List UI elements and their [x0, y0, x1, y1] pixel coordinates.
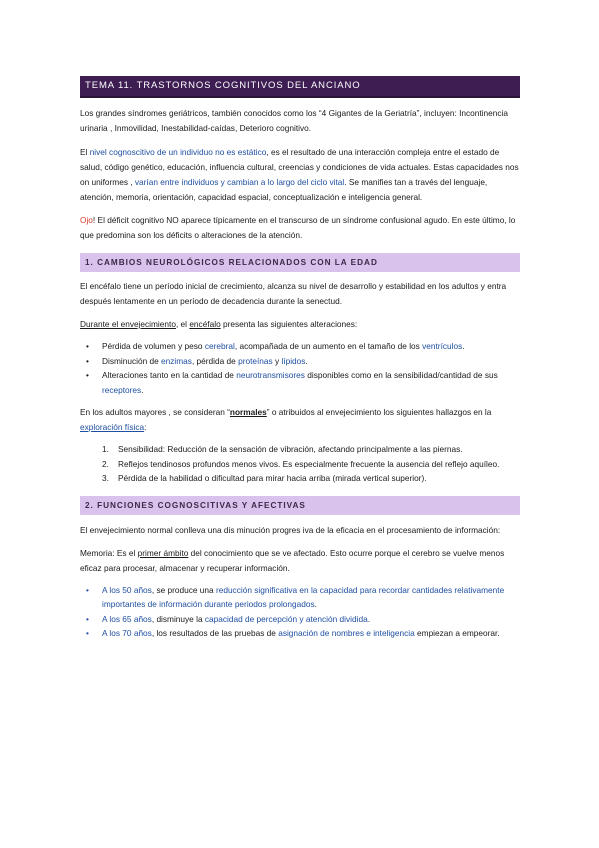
intro-paragraph-3: [80, 213, 520, 243]
text-run: , es el resultado de una interacción compleja entre el estado de salud, código genético, educación, influencia cultural, creencias y condiciones de vida actuales. Estas capacidades nos on uniformes ,: [80, 147, 519, 187]
highlight-text: varían entre individuos y cambian a lo largo del ciclo vital: [134, 177, 345, 187]
bullet-icon: •: [86, 613, 89, 624]
bullet-icon: •: [86, 370, 89, 380]
list-item: • A los 70 años, los resultados de las pruebas de asignación de nombres e inteligencia empiezan a empeorar.: [80, 626, 520, 641]
section1-paragraph-1: El encéfalo tiene un período inicial de crecimiento, alcanza su nivel de desarrollo y estabilidad en los adultos y entra después lentamente en un período de decadencia durante la senectud.: [80, 281, 507, 306]
item-text: Sensibilidad: Reducción de la sensación de vibración, afectando principalmente a las piernas.: [118, 444, 463, 454]
item-text: Pérdida de la habilidad o dificultad para mirar hacia arriba (mirada vertical superior).: [118, 473, 427, 483]
section1-numbered-list: [80, 442, 520, 486]
bullet-icon: •: [86, 628, 89, 638]
text-run: presenta las siguientes alteraciones:: [220, 319, 358, 329]
warning-label: Ojo: [80, 215, 93, 225]
underlined-link-text: exploración física: [80, 422, 145, 432]
list-item: • Pérdida de volumen y peso cerebral, acompañada de un aumento en el tamaño de los ventrículos.: [80, 339, 520, 354]
document-content: [80, 76, 520, 641]
list-item: • A los 50 años, se produce una reducción significativa en la capacidad para recordar cantidades relativamente importantes de información durante periodos prolongados.: [86, 584, 505, 609]
item-text: Reflejos tendinosos profundos menos vivos. Es especialmente frecuente la ausencia del reflejo aquíleo.: [118, 458, 500, 469]
list-item: • A los 65 años, disminuye la capacidad de percepción y atención dividida.: [80, 612, 520, 627]
underlined-text: Durante el envejecimiento: [80, 319, 176, 329]
item-number: 3.: [102, 473, 109, 483]
highlight-text: nivel cognoscitivo de un individuo no es estático: [89, 147, 267, 157]
intro-paragraph-1: Los grandes síndromes geriátricos, también conocidos como los “4 Gigantes de la Geriatría”, incluyen: Incontinencia urinaria , Inmovilidad, Inestabilidad-caídas, Deterioro cognitivo.: [80, 108, 508, 133]
bullet-icon: •: [86, 341, 89, 351]
underlined-text: primer ámbito: [137, 547, 189, 558]
item-number: 1.: [102, 444, 109, 454]
numbered-item: [80, 471, 520, 486]
text-run: ! El déficit cognitivo NO aparece típicamente en el transcurso de un síndrome confusional agudo. En este último, lo que predomina son los déficits o alteraciones de la atención.: [80, 215, 516, 240]
page-title: TEMA 11. TRASTORNOS COGNITIVOS DEL ANCIANO: [80, 76, 520, 98]
list-item: • Disminución de enzimas, pérdida de proteínas y lípidos.: [80, 354, 520, 369]
list-item: • Alteraciones tanto en la cantidad de neurotransmisores disponibles como en la sensibilidad/cantidad de sus receptores.: [86, 370, 498, 395]
section-heading-1: 1. CAMBIOS NEUROLÓGICOS RELACIONADOS CON LA EDAD: [80, 253, 520, 272]
section-heading-2: 2. FUNCIONES COGNOSCITIVAS Y AFECTIVAS: [80, 496, 520, 515]
section2-bullet-list: [80, 583, 520, 641]
section1-paragraph-2: [80, 317, 520, 332]
underlined-text: encéfalo: [189, 319, 221, 329]
bullet-icon: •: [86, 584, 89, 595]
numbered-item: [80, 457, 520, 472]
intro-paragraph-2: [80, 145, 520, 205]
text-run: . Se manifies tan a través del lenguaje, atención, memoria, orientación, capacidad espacial, conceptualización e inteligencia general.: [80, 177, 488, 202]
section1-paragraph-3: En los adultos mayores , se consideran “normales” o atribuidos al envejecimiento los siguientes hallazgos en la exploración física:: [80, 407, 492, 432]
section2-paragraph-2: Memoria: Es el primer ámbito del conocimiento que se ve afectado. Esto ocurre porque el cerebro se vuelve menos eficaz para procesar, almacenar y recuperar información.: [80, 547, 505, 573]
text-run: , el: [175, 319, 190, 329]
numbered-item: [80, 442, 520, 457]
text-run: El: [80, 147, 90, 157]
underlined-text: normales: [229, 407, 267, 417]
bullet-icon: •: [86, 355, 89, 366]
section2-paragraph-1: El envejecimiento normal conlleva una dis minución progres iva de la eficacia en el procesamiento de información:: [80, 524, 501, 535]
item-number: 2.: [102, 458, 109, 469]
section1-bullet-list: [80, 339, 520, 397]
